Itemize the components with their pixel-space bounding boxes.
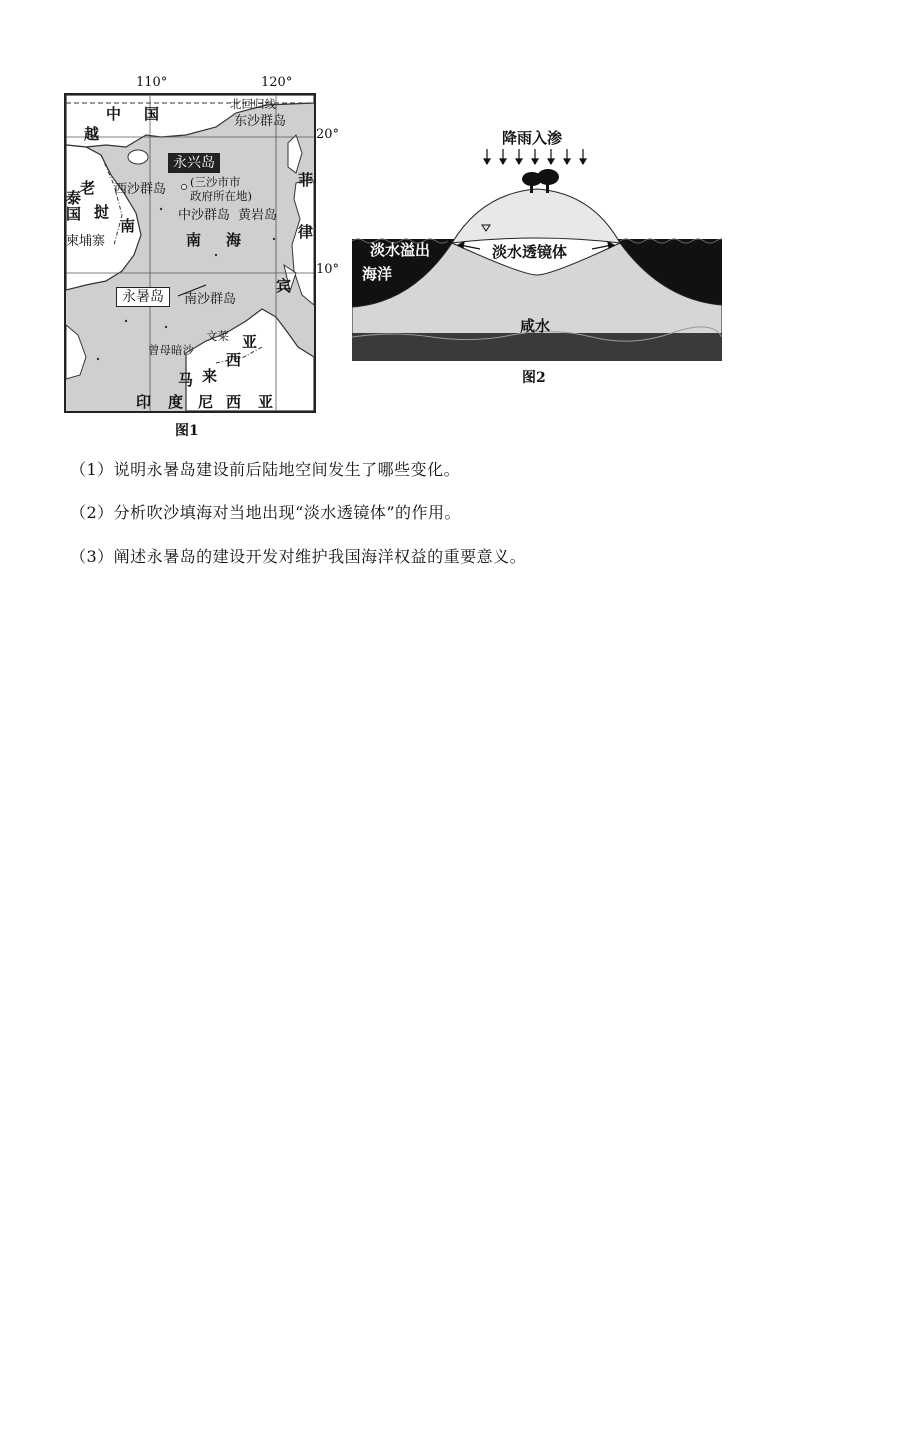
label-south-sea-1: 南 xyxy=(186,231,202,249)
label-cambodia: 柬埔寨 xyxy=(66,234,106,249)
rain-arrows xyxy=(484,149,586,164)
label-philippines-2: 律 xyxy=(298,223,314,241)
label-huangyan: 黄岩岛 xyxy=(238,208,278,223)
label-laos-2: 挝 xyxy=(94,203,110,221)
label-laos-1: 老 xyxy=(80,179,96,197)
tree-icon xyxy=(537,169,559,185)
label-tropic: 北回归线 xyxy=(230,97,276,111)
label-indonesia-xi: 西 xyxy=(226,393,242,411)
label-malaysia-xi: 西 xyxy=(226,351,242,369)
label-thailand-2: 国 xyxy=(66,205,82,223)
question-1: （1）说明永暑岛建设前后陆地空间发生了哪些变化。 xyxy=(70,460,461,479)
label-south-sea-2: 海 xyxy=(226,231,242,249)
map-graphic xyxy=(66,95,314,411)
question-3: （3）阐述永暑岛的建设开发对维护我国海洋权益的重要意义。 xyxy=(70,547,527,566)
lat-20-label: 20° xyxy=(316,127,340,142)
label-dongsha: 东沙群岛 xyxy=(234,114,287,129)
label-freshwater-overflow: 淡水溢出 xyxy=(370,241,431,259)
label-philippines-3: 宾 xyxy=(276,277,292,295)
freshwater-lens-diagram xyxy=(352,125,722,365)
label-yongshu-island: 永暑岛 xyxy=(116,287,170,307)
label-sansha-1: (三沙市市 xyxy=(190,175,241,189)
bedrock-layer xyxy=(352,333,722,361)
label-indonesia-yin: 印 xyxy=(136,393,152,411)
yongxing-island-marker xyxy=(182,185,187,190)
label-zhongsha: 中沙群岛 xyxy=(178,208,231,223)
label-malaysia-ma: 马 xyxy=(178,371,194,389)
hainan-island xyxy=(128,150,148,164)
label-nansha: 南沙群岛 xyxy=(184,292,237,307)
malay-peninsula xyxy=(66,325,86,379)
south-china-sea-map xyxy=(64,93,316,413)
label-ocean: 海洋 xyxy=(362,265,393,283)
label-zengmu: 曾母暗沙 xyxy=(148,343,194,357)
label-vietnam-south: 南 xyxy=(120,217,136,235)
label-yongxing-island: 永兴岛 xyxy=(168,153,220,173)
label-vietnam: 越 xyxy=(84,125,100,143)
figure1-caption: 图1 xyxy=(175,423,199,439)
label-thailand-1: 泰 xyxy=(66,189,82,207)
label-xisha: 西沙群岛 xyxy=(114,182,167,197)
label-indonesia-ya: 亚 xyxy=(258,393,274,411)
lat-10-label: 10° xyxy=(316,262,340,277)
label-indonesia-du: 度 xyxy=(168,393,184,411)
island-surface xyxy=(452,189,620,243)
label-china-2: 国 xyxy=(144,105,160,123)
philippines-land xyxy=(292,179,314,305)
lon-120-label: 120° xyxy=(261,75,293,90)
label-brunei: 文莱 xyxy=(206,329,229,343)
lon-110-label: 110° xyxy=(136,75,168,90)
label-rain-infiltration: 降雨入渗 xyxy=(502,129,563,147)
figure2-caption: 图2 xyxy=(522,370,546,386)
label-freshwater-lens: 淡水透镜体 xyxy=(492,243,568,261)
question-2: （2）分析吹沙填海对当地出现“淡水透镜体”的作用。 xyxy=(70,503,462,522)
label-saltwater: 咸水 xyxy=(520,317,551,335)
label-sansha-2: 政府所在地) xyxy=(190,189,252,203)
label-philippines-1: 菲 xyxy=(298,171,314,189)
taiwan-island xyxy=(288,135,302,173)
label-china-1: 中 xyxy=(106,105,122,123)
label-malaysia-ya: 亚 xyxy=(242,333,258,351)
label-malaysia-lai: 来 xyxy=(202,367,218,385)
label-indonesia-ni: 尼 xyxy=(198,393,214,411)
